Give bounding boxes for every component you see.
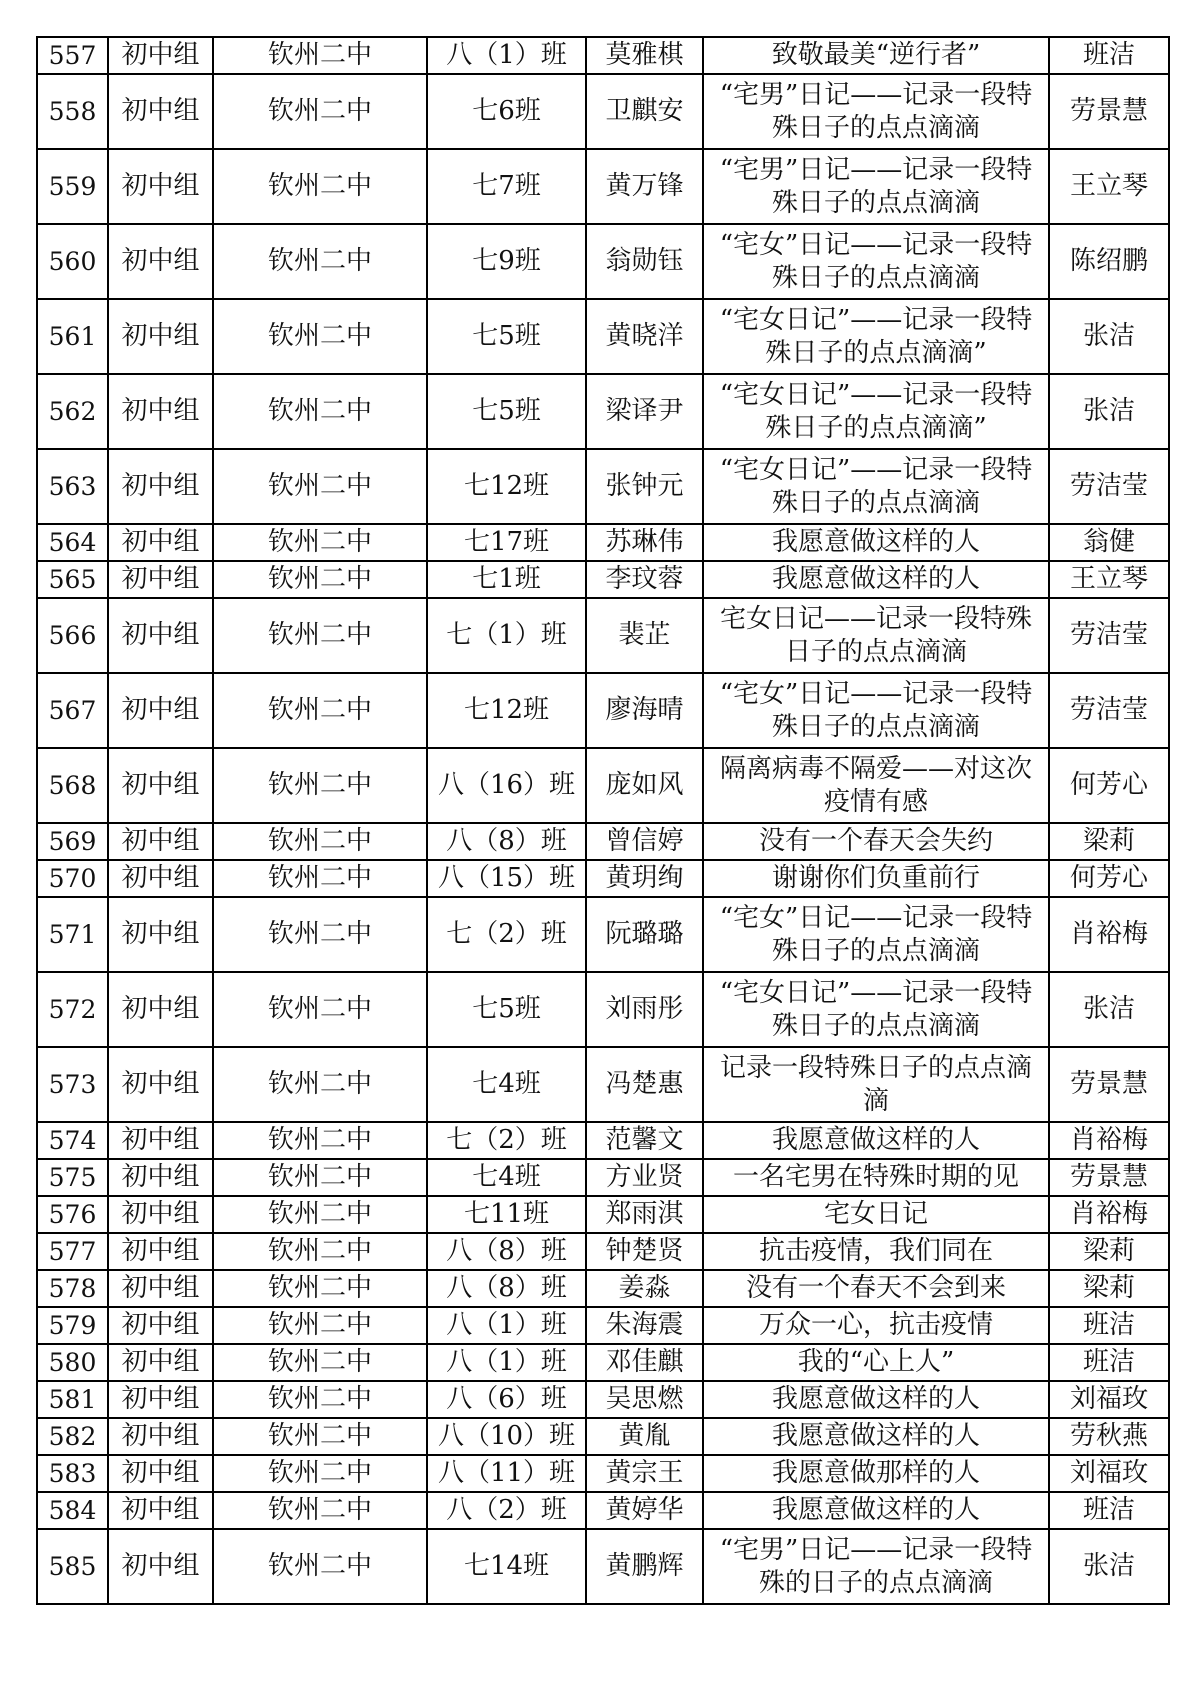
group-cell: 初中组 — [108, 74, 213, 149]
student-name: 钟楚贤 — [586, 1233, 703, 1270]
table-row — [37, 561, 1169, 598]
class-cell: 八（15）班 — [427, 860, 586, 897]
group-cell: 初中组 — [108, 598, 213, 673]
entry-number: 578 — [37, 1270, 108, 1307]
entry-number: 573 — [37, 1047, 108, 1122]
essay-title: “宅女日记”——记录一段特殊日子的点点滴滴 — [703, 972, 1049, 1047]
table-row — [37, 1455, 1169, 1492]
table-row — [37, 224, 1169, 299]
class-cell: 八（10）班 — [427, 1418, 586, 1455]
entry-number: 566 — [37, 598, 108, 673]
entry-number: 583 — [37, 1455, 108, 1492]
essay-title: 没有一个春天不会到来 — [703, 1270, 1049, 1307]
class-cell: 七4班 — [427, 1047, 586, 1122]
essay-title: 我愿意做这样的人 — [703, 561, 1049, 598]
school-cell: 钦州二中 — [213, 1047, 427, 1122]
group-cell: 初中组 — [108, 860, 213, 897]
table-row — [37, 1047, 1169, 1122]
entry-number: 572 — [37, 972, 108, 1047]
essay-title: 万众一心，抗击疫情 — [703, 1307, 1049, 1344]
teacher-name: 何芳心 — [1049, 860, 1169, 897]
group-cell: 初中组 — [108, 673, 213, 748]
school-cell: 钦州二中 — [213, 149, 427, 224]
table-row — [37, 598, 1169, 673]
teacher-name: 肖裕梅 — [1049, 897, 1169, 972]
entry-number: 585 — [37, 1529, 108, 1604]
group-cell: 初中组 — [108, 37, 213, 74]
class-cell: 八（8）班 — [427, 1233, 586, 1270]
school-cell: 钦州二中 — [213, 1344, 427, 1381]
group-cell: 初中组 — [108, 1233, 213, 1270]
student-name: 黄玥绚 — [586, 860, 703, 897]
student-name: 邓佳麒 — [586, 1344, 703, 1381]
entry-number: 582 — [37, 1418, 108, 1455]
group-cell: 初中组 — [108, 748, 213, 823]
group-cell: 初中组 — [108, 897, 213, 972]
class-cell: 七5班 — [427, 972, 586, 1047]
group-cell: 初中组 — [108, 972, 213, 1047]
essay-title: 我的“心上人” — [703, 1344, 1049, 1381]
student-name: 郑雨淇 — [586, 1196, 703, 1233]
entries-table — [36, 36, 1170, 1605]
teacher-name: 王立琴 — [1049, 149, 1169, 224]
entry-number: 562 — [37, 374, 108, 449]
class-cell: 七4班 — [427, 1159, 586, 1196]
group-cell: 初中组 — [108, 1307, 213, 1344]
group-cell: 初中组 — [108, 1047, 213, 1122]
class-cell: 八（6）班 — [427, 1381, 586, 1418]
essay-title: 抗击疫情，我们同在 — [703, 1233, 1049, 1270]
essay-title: 宅女日记 — [703, 1196, 1049, 1233]
group-cell: 初中组 — [108, 1492, 213, 1529]
school-cell: 钦州二中 — [213, 1418, 427, 1455]
school-cell: 钦州二中 — [213, 1270, 427, 1307]
teacher-name: 梁莉 — [1049, 823, 1169, 860]
school-cell: 钦州二中 — [213, 748, 427, 823]
table-row — [37, 149, 1169, 224]
student-name: 方业贤 — [586, 1159, 703, 1196]
class-cell: 七（1）班 — [427, 598, 586, 673]
group-cell: 初中组 — [108, 1122, 213, 1159]
table-row — [37, 860, 1169, 897]
teacher-name: 王立琴 — [1049, 561, 1169, 598]
group-cell: 初中组 — [108, 224, 213, 299]
table-row — [37, 1492, 1169, 1529]
entry-number: 584 — [37, 1492, 108, 1529]
school-cell: 钦州二中 — [213, 1159, 427, 1196]
class-cell: 八（8）班 — [427, 823, 586, 860]
table-row — [37, 972, 1169, 1047]
entry-number: 559 — [37, 149, 108, 224]
essay-title: 我愿意做这样的人 — [703, 524, 1049, 561]
school-cell: 钦州二中 — [213, 673, 427, 748]
table-row — [37, 374, 1169, 449]
teacher-name: 班洁 — [1049, 1344, 1169, 1381]
essay-title: 我愿意做那样的人 — [703, 1455, 1049, 1492]
entry-number: 575 — [37, 1159, 108, 1196]
student-name: 黄鹏辉 — [586, 1529, 703, 1604]
table-row — [37, 1344, 1169, 1381]
table-row — [37, 897, 1169, 972]
group-cell: 初中组 — [108, 1270, 213, 1307]
student-name: 莫雅棋 — [586, 37, 703, 74]
teacher-name: 张洁 — [1049, 374, 1169, 449]
class-cell: 七12班 — [427, 673, 586, 748]
essay-title: 我愿意做这样的人 — [703, 1418, 1049, 1455]
school-cell: 钦州二中 — [213, 74, 427, 149]
teacher-name: 刘福玫 — [1049, 1455, 1169, 1492]
student-name: 李玟蓉 — [586, 561, 703, 598]
group-cell: 初中组 — [108, 1381, 213, 1418]
group-cell: 初中组 — [108, 561, 213, 598]
essay-title: “宅女日记”——记录一段特殊日子的点点滴滴 — [703, 449, 1049, 524]
school-cell: 钦州二中 — [213, 37, 427, 74]
student-name: 姜淼 — [586, 1270, 703, 1307]
class-cell: 七17班 — [427, 524, 586, 561]
group-cell: 初中组 — [108, 524, 213, 561]
entry-number: 571 — [37, 897, 108, 972]
entry-number: 563 — [37, 449, 108, 524]
class-cell: 八（16）班 — [427, 748, 586, 823]
class-cell: 七1班 — [427, 561, 586, 598]
entry-number: 568 — [37, 748, 108, 823]
essay-title: 隔离病毒不隔爱——对这次疫情有感 — [703, 748, 1049, 823]
essay-title: 记录一段特殊日子的点点滴滴 — [703, 1047, 1049, 1122]
teacher-name: 劳景慧 — [1049, 1159, 1169, 1196]
table-row — [37, 1529, 1169, 1604]
entry-number: 565 — [37, 561, 108, 598]
teacher-name: 劳洁莹 — [1049, 673, 1169, 748]
essay-title: “宅男”日记——记录一段特殊日子的点点滴滴 — [703, 149, 1049, 224]
student-name: 阮璐璐 — [586, 897, 703, 972]
student-name: 吴思燃 — [586, 1381, 703, 1418]
student-name: 裴芷 — [586, 598, 703, 673]
essay-title: 我愿意做这样的人 — [703, 1381, 1049, 1418]
teacher-name: 班洁 — [1049, 1307, 1169, 1344]
table-row — [37, 1418, 1169, 1455]
table-row — [37, 1233, 1169, 1270]
table-row — [37, 449, 1169, 524]
class-cell: 八（11）班 — [427, 1455, 586, 1492]
student-name: 黄胤 — [586, 1418, 703, 1455]
entry-number: 558 — [37, 74, 108, 149]
student-name: 廖海晴 — [586, 673, 703, 748]
entry-number: 567 — [37, 673, 108, 748]
school-cell: 钦州二中 — [213, 972, 427, 1047]
group-cell: 初中组 — [108, 1159, 213, 1196]
school-cell: 钦州二中 — [213, 860, 427, 897]
table-row — [37, 74, 1169, 149]
class-cell: 七（2）班 — [427, 1122, 586, 1159]
school-cell: 钦州二中 — [213, 1122, 427, 1159]
school-cell: 钦州二中 — [213, 897, 427, 972]
student-name: 黄万锋 — [586, 149, 703, 224]
student-name: 曾信婷 — [586, 823, 703, 860]
teacher-name: 劳洁莹 — [1049, 598, 1169, 673]
essay-title: 一名宅男在特殊时期的见 — [703, 1159, 1049, 1196]
school-cell: 钦州二中 — [213, 524, 427, 561]
entry-number: 579 — [37, 1307, 108, 1344]
student-name: 朱海震 — [586, 1307, 703, 1344]
entry-number: 580 — [37, 1344, 108, 1381]
class-cell: 七14班 — [427, 1529, 586, 1604]
table-row — [37, 37, 1169, 74]
student-name: 范馨文 — [586, 1122, 703, 1159]
essay-title: “宅男”日记——记录一段特殊日子的点点滴滴 — [703, 74, 1049, 149]
teacher-name: 劳秋燕 — [1049, 1418, 1169, 1455]
student-name: 冯楚惠 — [586, 1047, 703, 1122]
school-cell: 钦州二中 — [213, 449, 427, 524]
essay-title: “宅女日记”——记录一段特殊日子的点点滴滴” — [703, 299, 1049, 374]
school-cell: 钦州二中 — [213, 224, 427, 299]
teacher-name: 梁莉 — [1049, 1270, 1169, 1307]
table-row — [37, 748, 1169, 823]
table-row — [37, 1381, 1169, 1418]
school-cell: 钦州二中 — [213, 1196, 427, 1233]
essay-title: 我愿意做这样的人 — [703, 1122, 1049, 1159]
student-name: 卫麒安 — [586, 74, 703, 149]
group-cell: 初中组 — [108, 1529, 213, 1604]
class-cell: 七5班 — [427, 299, 586, 374]
school-cell: 钦州二中 — [213, 1233, 427, 1270]
table-row — [37, 524, 1169, 561]
class-cell: 七（2）班 — [427, 897, 586, 972]
entry-number: 581 — [37, 1381, 108, 1418]
student-name: 黄婷华 — [586, 1492, 703, 1529]
teacher-name: 肖裕梅 — [1049, 1196, 1169, 1233]
essay-title: “宅女”日记——记录一段特殊日子的点点滴滴 — [703, 673, 1049, 748]
teacher-name: 梁莉 — [1049, 1233, 1169, 1270]
group-cell: 初中组 — [108, 299, 213, 374]
class-cell: 七6班 — [427, 74, 586, 149]
table-row — [37, 1159, 1169, 1196]
class-cell: 八（8）班 — [427, 1270, 586, 1307]
teacher-name: 翁健 — [1049, 524, 1169, 561]
class-cell: 七7班 — [427, 149, 586, 224]
group-cell: 初中组 — [108, 1455, 213, 1492]
student-name: 翁勋钰 — [586, 224, 703, 299]
class-cell: 八（1）班 — [427, 1307, 586, 1344]
class-cell: 八（1）班 — [427, 1344, 586, 1381]
group-cell: 初中组 — [108, 149, 213, 224]
student-name: 梁译尹 — [586, 374, 703, 449]
school-cell: 钦州二中 — [213, 299, 427, 374]
teacher-name: 劳景慧 — [1049, 74, 1169, 149]
teacher-name: 何芳心 — [1049, 748, 1169, 823]
table-row — [37, 1122, 1169, 1159]
teacher-name: 张洁 — [1049, 299, 1169, 374]
student-name: 张钟元 — [586, 449, 703, 524]
entry-number: 570 — [37, 860, 108, 897]
essay-title: 宅女日记——记录一段特殊日子的点点滴滴 — [703, 598, 1049, 673]
school-cell: 钦州二中 — [213, 561, 427, 598]
group-cell: 初中组 — [108, 823, 213, 860]
essay-title: 致敬最美“逆行者” — [703, 37, 1049, 74]
student-name: 苏琳伟 — [586, 524, 703, 561]
table-row — [37, 673, 1169, 748]
table-row — [37, 1270, 1169, 1307]
school-cell: 钦州二中 — [213, 1381, 427, 1418]
teacher-name: 肖裕梅 — [1049, 1122, 1169, 1159]
teacher-name: 班洁 — [1049, 1492, 1169, 1529]
class-cell: 八（1）班 — [427, 37, 586, 74]
essay-title: 我愿意做这样的人 — [703, 1492, 1049, 1529]
teacher-name: 刘福玫 — [1049, 1381, 1169, 1418]
school-cell: 钦州二中 — [213, 374, 427, 449]
student-name: 黄宗王 — [586, 1455, 703, 1492]
class-cell: 八（2）班 — [427, 1492, 586, 1529]
school-cell: 钦州二中 — [213, 598, 427, 673]
student-name: 庞如风 — [586, 748, 703, 823]
group-cell: 初中组 — [108, 1418, 213, 1455]
entry-number: 557 — [37, 37, 108, 74]
entry-number: 564 — [37, 524, 108, 561]
teacher-name: 劳洁莹 — [1049, 449, 1169, 524]
group-cell: 初中组 — [108, 1196, 213, 1233]
table-row — [37, 299, 1169, 374]
essay-title: “宅女日记”——记录一段特殊日子的点点滴滴” — [703, 374, 1049, 449]
entry-number: 574 — [37, 1122, 108, 1159]
student-name: 黄晓洋 — [586, 299, 703, 374]
table-row — [37, 1196, 1169, 1233]
entry-number: 569 — [37, 823, 108, 860]
entry-number: 561 — [37, 299, 108, 374]
class-cell: 七9班 — [427, 224, 586, 299]
teacher-name: 陈绍鹏 — [1049, 224, 1169, 299]
group-cell: 初中组 — [108, 374, 213, 449]
teacher-name: 劳景慧 — [1049, 1047, 1169, 1122]
table-body — [37, 37, 1169, 1604]
essay-title: “宅女”日记——记录一段特殊日子的点点滴滴 — [703, 897, 1049, 972]
class-cell: 七5班 — [427, 374, 586, 449]
group-cell: 初中组 — [108, 449, 213, 524]
entry-number: 560 — [37, 224, 108, 299]
table-row — [37, 1307, 1169, 1344]
essay-title: “宅女”日记——记录一段特殊日子的点点滴滴 — [703, 224, 1049, 299]
teacher-name: 班洁 — [1049, 37, 1169, 74]
teacher-name: 张洁 — [1049, 1529, 1169, 1604]
teacher-name: 张洁 — [1049, 972, 1169, 1047]
group-cell: 初中组 — [108, 1344, 213, 1381]
essay-title: 没有一个春天会失约 — [703, 823, 1049, 860]
school-cell: 钦州二中 — [213, 823, 427, 860]
student-name: 刘雨彤 — [586, 972, 703, 1047]
essay-title: “宅男”日记——记录一段特殊的日子的点点滴滴 — [703, 1529, 1049, 1604]
school-cell: 钦州二中 — [213, 1307, 427, 1344]
entry-number: 577 — [37, 1233, 108, 1270]
school-cell: 钦州二中 — [213, 1492, 427, 1529]
class-cell: 七12班 — [427, 449, 586, 524]
table-row — [37, 823, 1169, 860]
entry-number: 576 — [37, 1196, 108, 1233]
essay-title: 谢谢你们负重前行 — [703, 860, 1049, 897]
school-cell: 钦州二中 — [213, 1529, 427, 1604]
class-cell: 七11班 — [427, 1196, 586, 1233]
school-cell: 钦州二中 — [213, 1455, 427, 1492]
